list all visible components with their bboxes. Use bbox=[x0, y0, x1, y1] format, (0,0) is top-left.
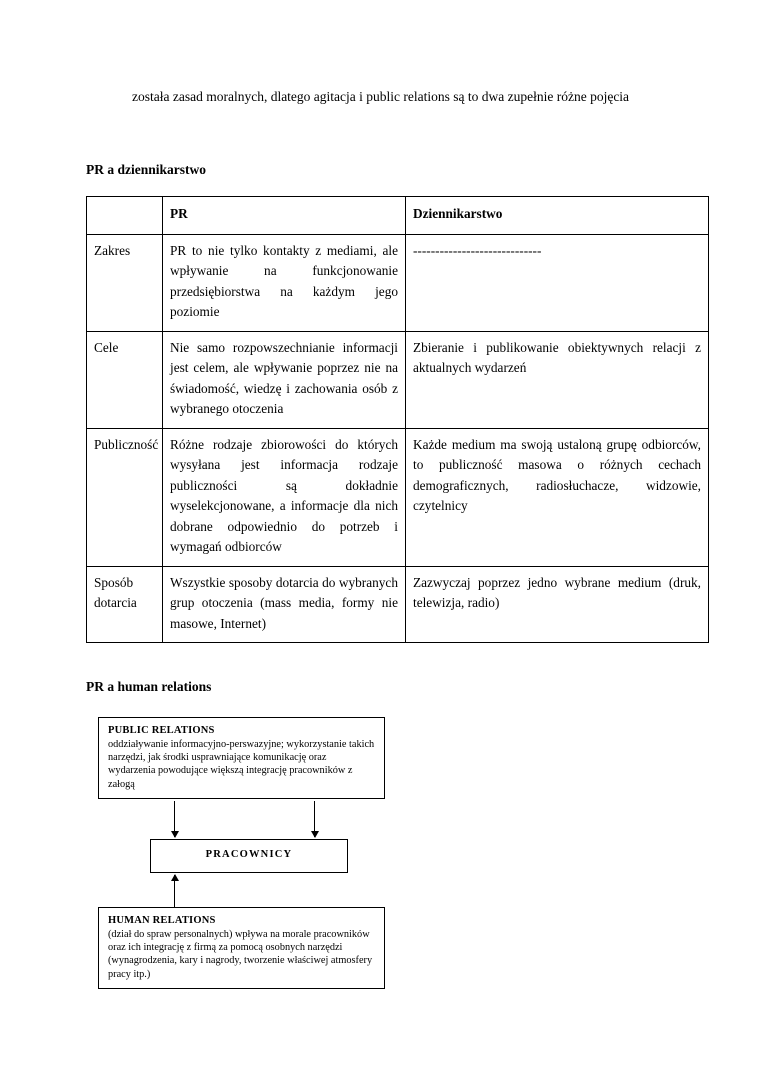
row-label-zakres: Zakres bbox=[87, 234, 163, 331]
diagram-box-human-relations bbox=[98, 907, 385, 989]
row-dziennikarstwo-publicznosc: Każde medium ma swoją ustaloną grupę odbiorców, to publiczność masowa o różnych cechach demograficznych, radiosłuchacze, widzowie, czytelnicy bbox=[406, 428, 709, 566]
table-header-pr: PR bbox=[163, 197, 406, 235]
table-row bbox=[87, 234, 709, 331]
arrow-up-left-icon bbox=[174, 875, 175, 907]
diagram-box-pracownicy bbox=[150, 839, 348, 873]
row-label-publicznosc: Publiczność bbox=[87, 428, 163, 566]
comparison-table bbox=[86, 196, 709, 643]
row-dziennikarstwo-zakres: ----------------------------- bbox=[406, 234, 709, 331]
row-label-cele: Cele bbox=[87, 331, 163, 428]
row-label-sposob-dotarcia: Sposób dotarcia bbox=[87, 566, 163, 643]
intro-paragraph: została zasad moralnych, dlatego agitacja i public relations są to dwa zupełnie różne pojęcia bbox=[132, 89, 630, 104]
arrow-down-left-icon bbox=[174, 801, 175, 837]
table-header-empty bbox=[87, 197, 163, 235]
table-header-dziennikarstwo: Dziennikarstwo bbox=[406, 197, 709, 235]
table-row bbox=[87, 566, 709, 643]
diagram-box-human-relations-title: HUMAN RELATIONS bbox=[108, 915, 216, 926]
table-row bbox=[87, 331, 709, 428]
table-row bbox=[87, 428, 709, 566]
diagram-box-pracownicy-label: PRACOWNICY bbox=[205, 849, 293, 860]
row-pr-cele: Nie samo rozpowszechnianie informacji jest celem, ale wpływanie poprzez nie na świadomość, wiedzę i zachowania osób z wybranego otoczenia bbox=[163, 331, 406, 428]
section-heading-pr-a-dziennikarstwo: PR a dziennikarstwo bbox=[86, 162, 207, 177]
table-header-row bbox=[87, 197, 709, 235]
page-content bbox=[86, 86, 701, 1007]
section-heading-pr-a-human-relations: PR a human relations bbox=[86, 679, 212, 694]
row-pr-sposob-dotarcia: Wszystkie sposoby dotarcia do wybranych grup otoczenia (mass media, formy nie masowe, Internet) bbox=[163, 566, 406, 643]
diagram-box-human-relations-body: (dział do spraw personalnych) wpływa na morale pracowników oraz ich integrację z firmą za pomocą osobnych narzędzi (wynagrodzenia, kary i nagrody, tworzenie właściwej atmosfery pracy itp.) bbox=[108, 929, 373, 980]
pr-human-relations-diagram bbox=[92, 717, 672, 1007]
arrow-down-right-icon bbox=[314, 801, 315, 837]
row-dziennikarstwo-cele: Zbieranie i publikowanie obiektywnych relacji z aktualnych wydarzeń bbox=[406, 331, 709, 428]
row-pr-publicznosc: Różne rodzaje zbiorowości do których wysyłana jest informacja rodzaje publiczności są dokładnie wyselekcjonowane, a informacje dla nich dobrane odpowiednio do potrzeb i wymagań odbiorców bbox=[163, 428, 406, 566]
row-pr-zakres: PR to nie tylko kontakty z mediami, ale wpływanie na funkcjonowanie przedsiębiorstwa na każdym jego poziomie bbox=[163, 234, 406, 331]
row-dziennikarstwo-sposob-dotarcia: Zazwyczaj poprzez jedno wybrane medium (druk, telewizja, radio) bbox=[406, 566, 709, 643]
diagram-box-public-relations-title: PUBLIC RELATIONS bbox=[108, 725, 215, 736]
diagram-box-public-relations bbox=[98, 717, 385, 799]
diagram-box-public-relations-body: oddziaływanie informacyjno-perswazyjne; wykorzystanie takich narzędzi, jak środki usprawniające komunikację oraz wydarzenia powodujące większą integrację pracowników z załogą bbox=[108, 739, 375, 790]
